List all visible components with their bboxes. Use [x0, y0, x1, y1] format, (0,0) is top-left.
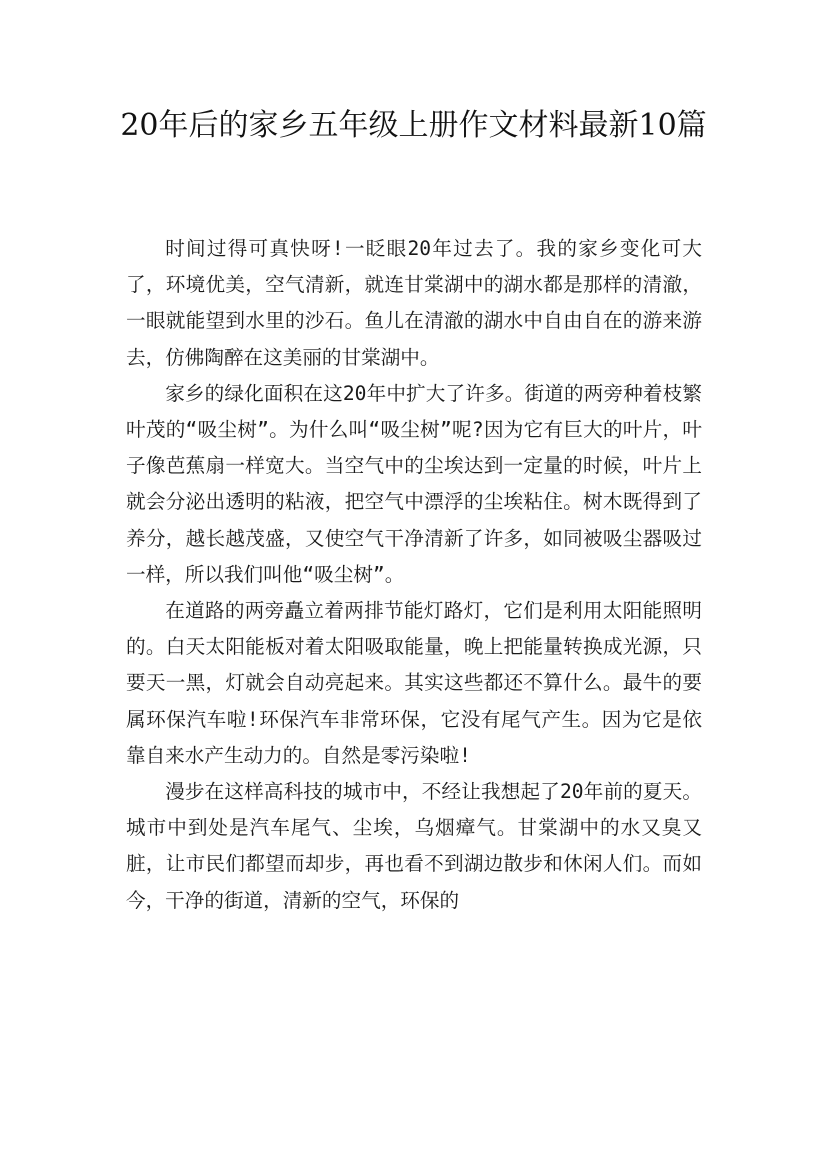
paragraph-2: 家乡的绿化面积在这20年中扩大了许多。街道的两旁种着枝繁叶茂的“吸尘树”。为什么叫“吸尘树”呢?因为它有巨大的叶片，叶子像芭蕉扇一样宽大。当空气中的尘埃达到一定量的时候，叶片上就会分泌出透明的粘液，把空气中漂浮的尘埃粘住。树木既得到了养分，越长越茂盛，又使空气干净清新了许多，如同被吸尘器吸过一样，所以我们叫他“吸尘树”。 — [126, 381, 702, 586]
document-title: 20年后的家乡五年级上册作文材料最新10篇 — [120, 108, 707, 143]
document-body — [126, 231, 702, 919]
paragraph-3: 在道路的两旁矗立着两排节能灯路灯，它们是利用太阳能照明的。白天太阳能板对着太阳吸取能量，晚上把能量转换成光源，只要天一黑，灯就会自动亮起来。其实这些都还不算什么。最牛的要属环保汽车啦!环保汽车非常环保，它没有尾气产生。因为它是依靠自来水产生动力的。自然是零污染啦! — [126, 599, 702, 767]
paragraph-1: 时间过得可真快呀!一眨眼20年过去了。我的家乡变化可大了，环境优美，空气清新，就连甘棠湖中的湖水都是那样的清澈，一眼就能望到水里的沙石。鱼儿在清澈的湖水中自由自在的游来游去，仿佛陶醉在这美丽的甘棠湖中。 — [126, 237, 702, 369]
paragraph-4: 漫步在这样高科技的城市中，不经让我想起了20年前的夏天。城市中到处是汽车尾气、尘埃，乌烟瘴气。甘棠湖中的水又臭又脏，让市民们都望而却步，再也看不到湖边散步和休闲人们。而如今，干净的街道，清新的空气，环保的 — [126, 780, 702, 912]
